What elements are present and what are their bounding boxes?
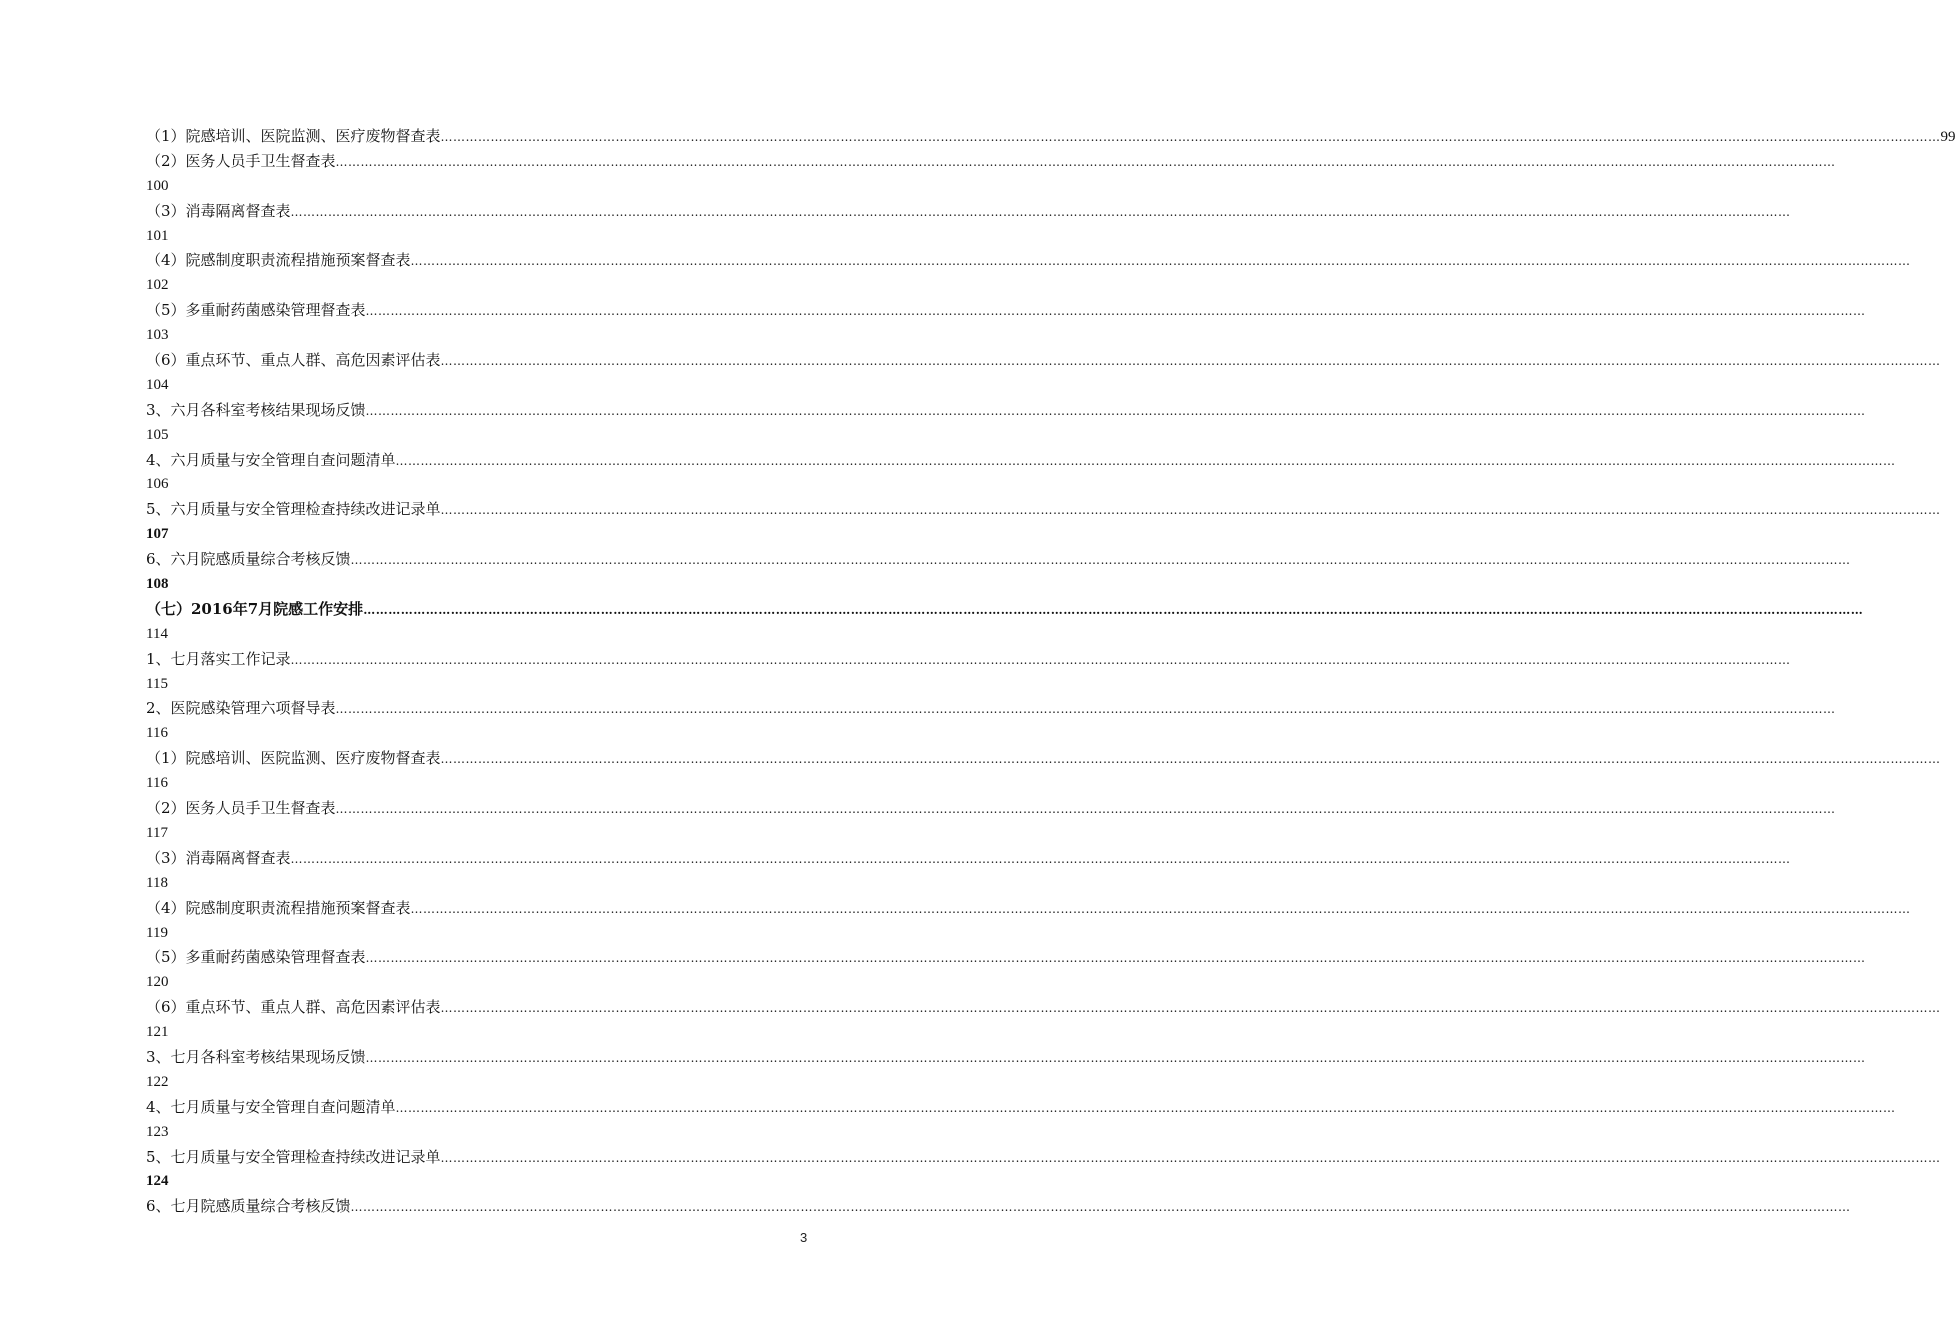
toc-entry[interactable] — [146, 796, 1836, 821]
toc-entry[interactable] — [146, 1145, 1941, 1170]
toc-leader-dots: ……………………………………………………………………………………………………………………………………………………………………………………………………………………………………………………………………………………………………………………………… — [440, 1150, 1941, 1165]
toc-entry-title: 5、七月质量与安全管理检查持续改进记录单 — [146, 1147, 441, 1166]
toc-entry[interactable] — [146, 846, 1791, 871]
toc-entry[interactable] — [146, 995, 1941, 1020]
toc-leader-dots: ……………………………………………………………………………………………………………………………………………………………………………………………………………………………………………………………………………………………………………………………… — [365, 304, 1866, 319]
toc-leader-dots: ……………………………………………………………………………………………………………………………………………………………………………………………………………………………………………………………………………………………………………………………… — [290, 204, 1791, 219]
toc-leader-dots: ……………………………………………………………………………………………………………………………………………………………………………………………………………………………………………………………………………………………………………………………… — [365, 951, 1866, 966]
toc-leader-dots: ……………………………………………………………………………………………………………………………………………………………………………………………………………………………………………………………………………………………………………………………… — [365, 403, 1866, 418]
toc-leader-dots: ……………………………………………………………………………………………………………………………………………………………………………………………………………………………………………………………………………………………………………………………… — [335, 154, 1836, 169]
toc-entry[interactable] — [146, 696, 1836, 721]
toc-entry-title: （4）院感制度职责流程措施预案督查表 — [146, 251, 411, 270]
table-of-contents — [146, 124, 1956, 1219]
toc-entry-title: （3）消毒隔离督查表 — [146, 201, 291, 220]
toc-entry[interactable] — [146, 124, 1956, 149]
toc-entry-page: 123 — [146, 1123, 169, 1140]
toc-entry[interactable] — [146, 348, 1941, 373]
toc-entry-page: 120 — [146, 974, 169, 991]
toc-entry-page: 118 — [146, 874, 168, 891]
toc-leader-dots: ……………………………………………………………………………………………………………………………………………………………………………………………………………………………………………………………………………………………………………………………… — [440, 354, 1941, 369]
toc-entry[interactable] — [146, 298, 1866, 323]
toc-entry-title: （1）院感培训、医院监测、医疗废物督查表 — [146, 127, 441, 145]
toc-entry[interactable] — [146, 398, 1866, 423]
toc-entry-title: 3、六月各科室考核结果现场反馈 — [146, 400, 366, 419]
toc-entry-title: 4、六月质量与安全管理自查问题清单 — [146, 450, 396, 469]
toc-leader-dots: ……………………………………………………………………………………………………………………………………………………………………………………………………………………………………………………………………………………………………………………………… — [335, 802, 1836, 817]
toc-entry[interactable] — [146, 746, 1941, 771]
toc-entry-title: 3、七月各科室考核结果现场反馈 — [146, 1047, 366, 1066]
toc-entry-title: （6）重点环节、重点人群、高危因素评估表 — [146, 351, 441, 370]
toc-entry-page: 102 — [146, 277, 169, 294]
toc-entry-page: 114 — [146, 625, 168, 642]
toc-leader-dots: ……………………………………………………………………………………………………………………………………………………………………………………………………………………………………………………………………………………………………………………………… — [395, 453, 1896, 468]
toc-entry[interactable] — [146, 1045, 1866, 1070]
toc-entry-page: 104 — [146, 376, 169, 393]
toc-entry-page: 116 — [146, 725, 168, 742]
toc-entry-title: （1）院感培训、医院监测、医疗废物督查表 — [146, 749, 441, 768]
toc-leader-dots: ……………………………………………………………………………………………………………………………………………………………………………………………………………………………………………………………………………………………………………………………… — [440, 752, 1941, 767]
toc-entry[interactable] — [146, 896, 1911, 921]
toc-leader-dots: ……………………………………………………………………………………………………………………………………………………………………………………………………………………………………………………………………………………………………………………………… — [290, 851, 1791, 866]
toc-entry[interactable] — [146, 647, 1791, 672]
toc-leader-dots: ……………………………………………………………………………………………………………………………………………………………………………………………………………………………………………………………………………………………………………………………… — [410, 254, 1911, 269]
toc-entry-page: 100 — [146, 177, 169, 194]
toc-entry-page: 99 — [1940, 129, 1956, 145]
toc-entry-title: （2）医务人员手卫生督查表 — [146, 799, 336, 818]
toc-entry-title: （4）院感制度职责流程措施预案督查表 — [146, 898, 411, 917]
toc-entry-title: （七）2016年7月院感工作安排 — [146, 599, 364, 618]
toc-entry-page: 103 — [146, 327, 169, 344]
toc-leader-dots: ……………………………………………………………………………………………………………………………………………………………………………………………………………………………………………………………………………………………………………………………… — [440, 130, 1941, 144]
toc-entry-page: 117 — [146, 824, 168, 841]
toc-leader-dots: ……………………………………………………………………………………………………………………………………………………………………………………………………………………………………………………………………………………………………………………………… — [365, 1050, 1866, 1065]
toc-entry-title: 4、七月质量与安全管理自查问题清单 — [146, 1097, 396, 1116]
toc-entry[interactable] — [146, 1194, 1851, 1219]
toc-leader-dots: ……………………………………………………………………………………………………………………………………………………………………………………………………………………………………………………………………………………………………………………………… — [395, 1100, 1896, 1115]
page-number: 3 — [800, 1230, 808, 1245]
toc-entry-page: 107 — [146, 526, 169, 543]
toc-entry-page: 106 — [146, 476, 169, 493]
toc-entry[interactable] — [146, 945, 1866, 970]
toc-entry-title: 1、七月落实工作记录 — [146, 649, 291, 668]
toc-entry-page: 121 — [146, 1024, 169, 1041]
toc-entry[interactable] — [146, 547, 1851, 572]
toc-entry-title: （2）医务人员手卫生督查表 — [146, 151, 336, 170]
toc-entry-page: 105 — [146, 426, 169, 443]
toc-entry-page: 116 — [146, 775, 168, 792]
toc-entry-title: 5、六月质量与安全管理检查持续改进记录单 — [146, 500, 441, 519]
toc-entry-title: （6）重点环节、重点人群、高危因素评估表 — [146, 998, 441, 1017]
toc-entry-title: 6、七月院感质量综合考核反馈 — [146, 1197, 351, 1216]
toc-entry-title: 6、六月院感质量综合考核反馈 — [146, 550, 351, 569]
toc-entry-page: 115 — [146, 675, 168, 692]
toc-entry[interactable] — [146, 597, 1864, 622]
toc-entry-page: 108 — [146, 576, 169, 593]
toc-leader-dots: ……………………………………………………………………………………………………………………………………………………………………………………………………………………………………………………………………………………………………………………………… — [440, 503, 1941, 518]
toc-entry[interactable] — [146, 248, 1911, 273]
toc-leader-dots: ……………………………………………………………………………………………………………………………………………………………………………………………………………………………………………………………………………………………………………………………… — [410, 901, 1911, 916]
toc-entry-title: （5）多重耐药菌感染管理督查表 — [146, 948, 366, 967]
toc-leader-dots: ……………………………………………………………………………………………………………………………………………………………………………………………………………………………………………………………………………………………………………………………… — [363, 602, 1864, 617]
toc-entry-title: （3）消毒隔离督查表 — [146, 848, 291, 867]
toc-entry-page: 124 — [146, 1173, 169, 1190]
toc-entry-page: 119 — [146, 924, 168, 941]
toc-entry-title: （5）多重耐药菌感染管理督查表 — [146, 301, 366, 320]
toc-leader-dots: ……………………………………………………………………………………………………………………………………………………………………………………………………………………………………………………………………………………………………………………………… — [335, 702, 1836, 717]
toc-entry[interactable] — [146, 199, 1791, 224]
toc-entry[interactable] — [146, 448, 1896, 473]
toc-leader-dots: ……………………………………………………………………………………………………………………………………………………………………………………………………………………………………………………………………………………………………………………………… — [290, 652, 1791, 667]
toc-entry[interactable] — [146, 497, 1941, 522]
toc-entry[interactable] — [146, 1095, 1896, 1120]
toc-entry[interactable] — [146, 149, 1836, 174]
toc-leader-dots: ……………………………………………………………………………………………………………………………………………………………………………………………………………………………………………………………………………………………………………………………… — [440, 1001, 1941, 1016]
toc-entry-page: 101 — [146, 227, 169, 244]
toc-leader-dots: ……………………………………………………………………………………………………………………………………………………………………………………………………………………………………………………………………………………………………………………………… — [350, 1200, 1851, 1215]
toc-leader-dots: ……………………………………………………………………………………………………………………………………………………………………………………………………………………………………………………………………………………………………………………………… — [350, 553, 1851, 568]
toc-entry-page: 122 — [146, 1073, 169, 1090]
toc-entry-title: 2、医院感染管理六项督导表 — [146, 699, 336, 718]
